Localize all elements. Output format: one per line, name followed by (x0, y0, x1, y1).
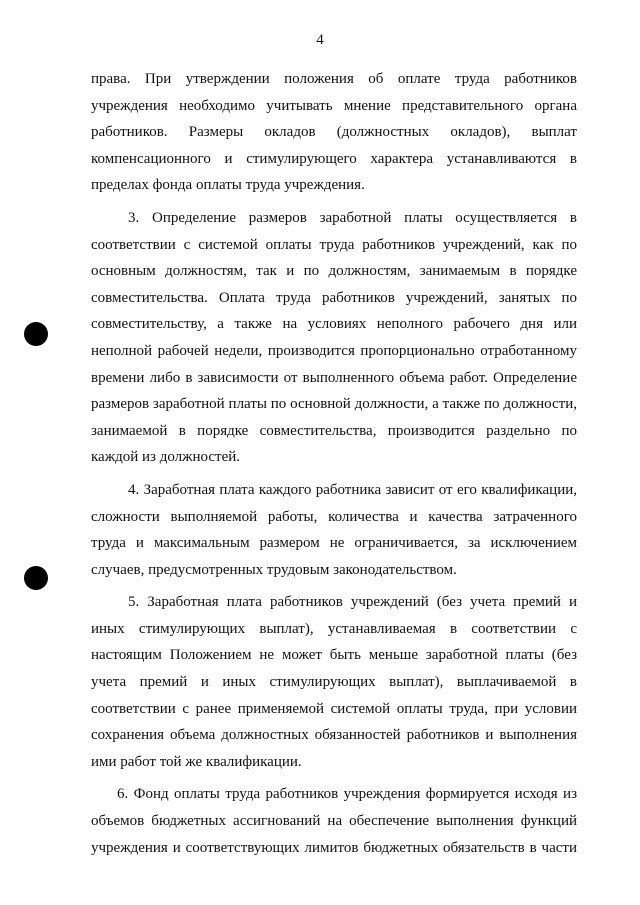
text-line: сохранения объема должностных обязанностей работников и выполнения (91, 727, 577, 744)
paragraph-3 (91, 205, 577, 471)
text-line: каждой из должностей. (91, 449, 241, 466)
text-line: 5. Заработная плата работников учреждений (без учета премий и (128, 594, 577, 611)
text-line: ими работ той же квалификации. (91, 753, 302, 770)
text-line: случаев, предусмотренных трудовым законодательством. (91, 561, 457, 578)
text-line: соответствии с ранее применяемой системой оплаты труда, при условии (91, 700, 577, 717)
text-line: учреждения и соответствующих лимитов бюджетных обязательств в части (91, 839, 577, 856)
text-line: настоящим Положением не может быть меньше заработной платы (без (91, 647, 577, 664)
text-line: размеров заработной платы по основной должности, а также по должности, (91, 396, 577, 413)
text-line: совместительства. Оплата труда работников учреждений, занятых по (91, 289, 577, 306)
document-body (91, 66, 577, 861)
page-number: 4 (316, 32, 324, 48)
text-line: основным должностям, так и по должностям, занимаемым в порядке (91, 263, 577, 280)
text-line: неполной рабочей недели, производится пропорционально отработанному (91, 342, 577, 359)
text-line: времени либо в зависимости от выполненного объема работ. Определение (91, 369, 577, 386)
text-line: 6. Фонд оплаты труда работников учреждения формируется исходя из (117, 786, 577, 803)
text-line: иных стимулирующих выплат), устанавливаемая в соответствии с (91, 620, 577, 637)
paragraph-4 (91, 477, 577, 583)
text-line: работников. Размеры окладов (должностных окладов), выплат (91, 124, 577, 141)
text-line: объемов бюджетных ассигнований на обеспечение выполнения функций (91, 813, 577, 830)
text-line: совместительству, а также на условиях неполного рабочего дня или (91, 316, 577, 333)
punch-hole-top (24, 322, 48, 346)
text-line: права. При утверждении положения об оплате труда работников (91, 71, 577, 87)
text-line: занимаемой в порядке совместительства, производится раздельно по (91, 422, 577, 439)
text-line: соответствии с системой оплаты труда работников учреждений, как по (91, 236, 577, 253)
text-line: пределах фонда оплаты труда учреждения. (91, 177, 365, 194)
paragraph-5 (91, 589, 577, 775)
text-line: компенсационного и стимулирующего характера устанавливаются в (91, 150, 577, 167)
text-line: 3. Определение размеров заработной платы осуществляется в (128, 209, 577, 226)
text-line: 4. Заработная плата каждого работника зависит от его квалификации, (128, 481, 577, 498)
punch-hole-bottom (24, 566, 48, 590)
paragraph-6 (91, 781, 577, 861)
text-line: учета премий и иных стимулирующих выплат), выплачиваемой в (91, 674, 577, 691)
text-line: учреждения необходимо учитывать мнение представительного органа (91, 97, 577, 114)
text-line: труда и максимальным размером не ограничивается, за исключением (91, 535, 577, 552)
text-line: сложности выполняемой работы, количества и качества затраченного (91, 508, 577, 525)
paragraph-continuation (91, 66, 577, 199)
